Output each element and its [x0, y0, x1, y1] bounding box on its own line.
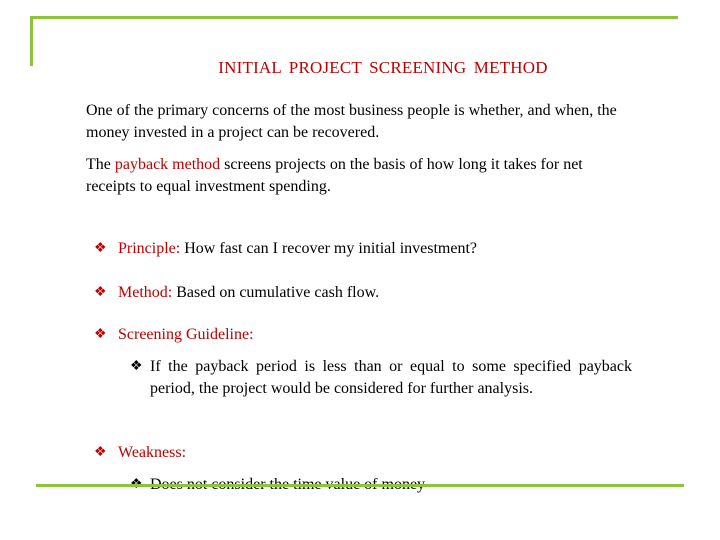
payback-method-term: payback method [114, 156, 221, 173]
diamond-bullet-icon: ❖ [130, 359, 143, 374]
bullet-method [94, 282, 379, 304]
diamond-bullet-icon: ❖ [94, 241, 107, 256]
screening-sub-text: If the payback period is less than or equal to some specified payback period, the project would be considered for further analysis. [150, 358, 632, 397]
method-label: Method: [118, 284, 173, 301]
slide-title: INITIAL PROJECT SCREENING METHOD [218, 58, 548, 77]
weakness-label: Weakness: [118, 444, 187, 461]
bullet-principle [94, 238, 477, 260]
bullet-weakness [94, 442, 186, 464]
diamond-bullet-icon: ❖ [94, 327, 107, 342]
top-accent-bar [30, 16, 678, 19]
payback-prefix: The [86, 156, 115, 173]
payback-suffix: screens projects on the basis of how long it takes for net receipts to equal investment spending. [86, 156, 583, 195]
intro-paragraph: One of the primary concerns of the most business people is whether, and when, the money invested in a project can be recovered. [86, 102, 617, 141]
diamond-bullet-icon: ❖ [94, 445, 107, 460]
screening-label: Screening Guideline: [118, 326, 254, 343]
bottom-accent-bar [36, 484, 684, 487]
principle-text: How fast can I recover my initial investment? [180, 240, 478, 257]
principle-label: Principle: [118, 240, 181, 257]
bullet-screening-guideline [94, 324, 254, 346]
diamond-bullet-icon: ❖ [94, 285, 107, 300]
payback-paragraph [86, 154, 626, 198]
sub-bullet-screening [130, 356, 632, 400]
method-text: Based on cumulative cash flow. [172, 284, 380, 301]
